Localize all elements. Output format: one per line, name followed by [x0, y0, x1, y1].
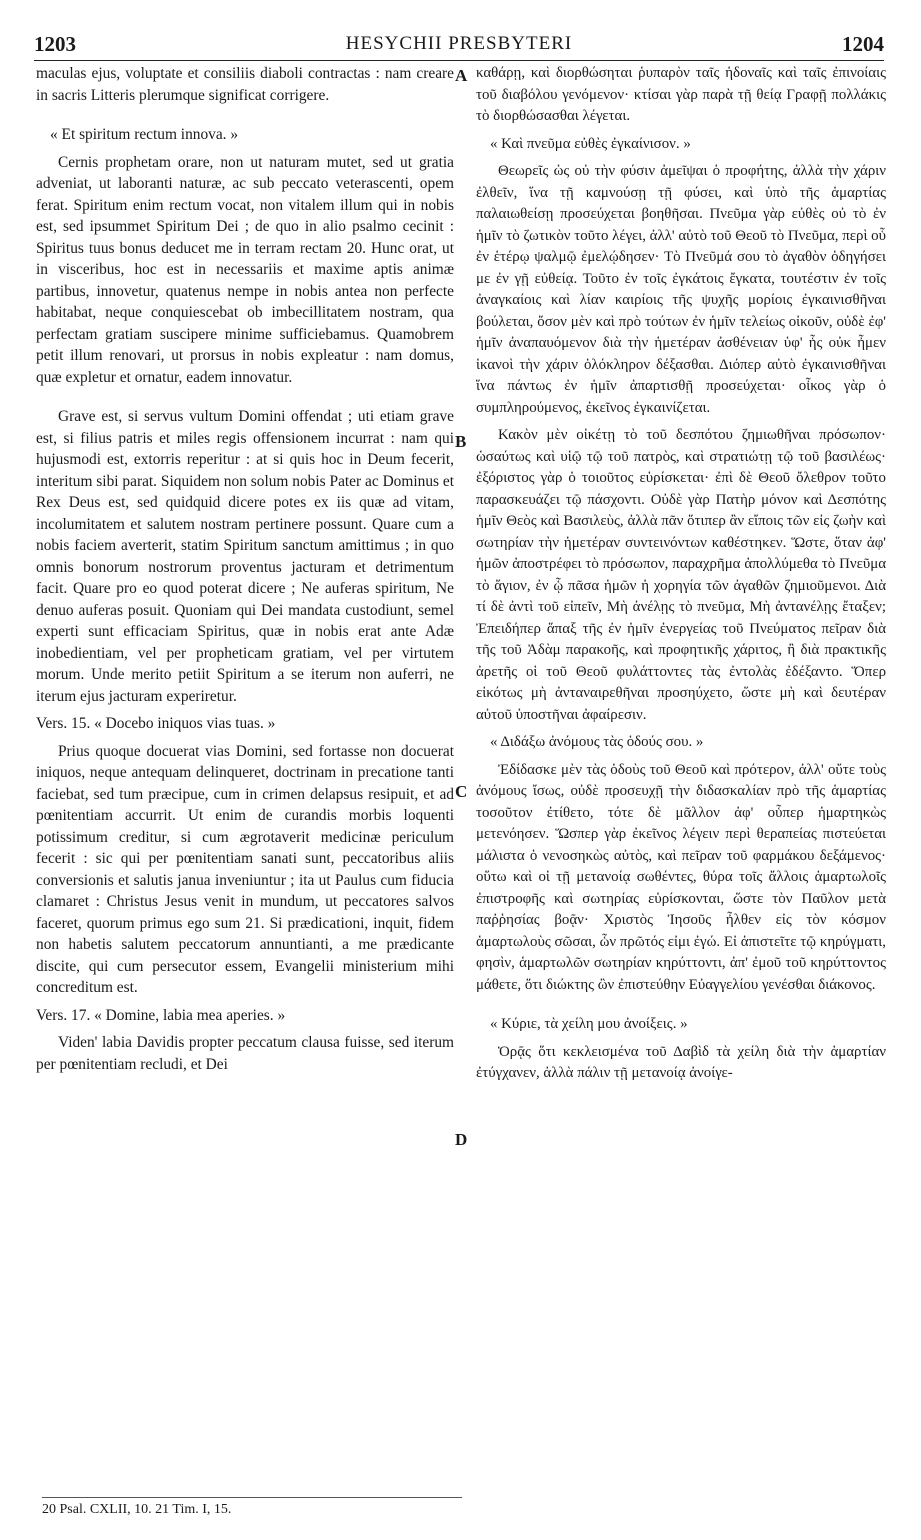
latin-column — [36, 63, 454, 1458]
latin-paragraph: Cernis prophetam orare, non ut naturam mutet, sed ut gratia adveniat, ut laboranti naturæ, ac sub peccato veterascenti, opem ferat. Spiritum enim rectum vocat, non vitalem illum qui in nobis est, sed ipsummet Spiritum Dei ; de quo in alio psalmo cecinit : Spiritus tuus bonus deducet me in terram rectam 20. Hunc orat, ut in visceribus, hoc est in necessariis et maxime aptis animæ partibus, innovetur, quatenus nempe in nobis antea non perfecte habitabat, neque conquiescebat ob imbecillitatem nostram, qua perfectam gratiam suscipere minime sufficiebamus. Quamobrem petit illum renovari, ut prorsus in nobis expleatur : nam domus, quæ expletur et ornatur, eadem innovatur. — [36, 153, 454, 386]
greek-lemma: « Κύριε, τὰ χείλη μου ἀνοίξεις. » — [490, 1016, 688, 1032]
latin-verse-heading: Vers. 17. « Domine, labia mea aperies. » — [36, 1006, 286, 1024]
margin-letter-c: C — [455, 782, 468, 801]
greek-lemma: « Διδάξω ἀνόμους τὰς ὁδούς σου. » — [490, 734, 704, 750]
greek-column — [476, 63, 886, 1458]
footnotes: 20 Psal. CXLII, 10. 21 Tim. I, 15. — [42, 1497, 462, 1518]
page-number-left: 1203 — [34, 32, 76, 56]
greek-paragraph: Ὁρᾷς ὅτι κεκλεισμένα τοῦ Δαβὶδ τὰ χείλη διὰ τὴν ἁμαρτίαν ἐτύγχανεν, ἀλλὰ πάλιν τῇ μετανοίᾳ ἀνοίγε- — [476, 1043, 886, 1081]
latin-paragraph: Prius quoque docuerat vias Domini, sed fortasse non docuerat iniquos, neque antequam delinqueret, doctrinam in precatione tanti faciebat, sed tum præcipue, cum in crimen delapsus resipuit, et ad pœnitentiam accurrit. Ut enim de curandis morbis loquenti potissimum creditur, si cum ægrotaverit medicinæ periculum fecerit : sic qui per pœnitentiam sanati sunt, peccatoribus aliis conversionis et salutis janua inveniuntur ; ita ut Paulus cum fiducia clamaret : Christus Jesus venit in mundum, ut peccatores salvos faceret, quorum primus ego sum 21. Si prædicationi, inquit, fidem non habetis salutem peccatorum annuntianti, a me prædicante discite, qui cum persecutor essem, Evangelii ministerium mihi concreditum est. — [36, 742, 454, 996]
latin-lemma: « Et spiritum rectum innova. » — [50, 126, 239, 143]
latin-paragraph: Viden' labia Davidis propter peccatum clausa fuisse, sed iterum per pœnitentiam recludi, et Dei — [36, 1034, 454, 1073]
page-header — [34, 32, 884, 61]
latin-paragraph: maculas ejus, voluptate et consiliis diaboli contractas : nam creare in sacris Litteris plerumque significat corrigere. — [36, 65, 454, 104]
greek-paragraph: Θεωρεῖς ὡς οὐ τὴν φύσιν ἀμεῖψαι ὁ προφήτης, ἀλλὰ τὴν χάριν ἐλθεῖν, ἵνα τῇ καμνούσῃ τῇ φύσει, καὶ ὑπὸ τῆς ἁμαρτίας παλαιωθείσῃ προσεύχεται βοηθῆσαι. Πνεῦμα γὰρ εὐθὲς οὐ τὸ ἐν ἡμῖν τὸ ζωτικὸν τοῦτο λέγει, ἀλλ' αὐτὸ τοῦ Θεοῦ τὸ Πνεῦμα, περὶ οὗ ἐν ἑτέρῳ ψαλμῷ ἐμελῴδησεν· Τὸ Πνεῦμά σου τὸ ἀγαθὸν ὁδηγήσει με ἐν γῇ εὐθείᾳ. Τοῦτο ἐν τοῖς ἐγκάτοις ἔγκατα, τουτέστιν ἐν τοῖς ἀναγκαίοις καὶ λίαν καιρίοις τῆς ψυχῆς μορίοις ἐγκαινισθῆναι βούλεται, ὅσον μὲν καὶ πρὸ τούτων ἐν ἡμῖν τελείως οἰκοῦν, οὐδὲ ἐφ' ἡμῖν ἀναπαυόμενον διὰ τὴν ἡμετέραν ἀσθένειαν ὑφ' ἧς οὐκ ἦμεν ἱκανοὶ τὴν χάριν ὁλόκληρον δέξασθαι. Διόπερ αὐτὸ ἐγκαινισθῆναι ἵνα πάντως ἐν ἡμῖν ἀπαρτισθῇ προσεύχεται· οἶκος γὰρ ὁ συμπληρούμενος, ἐκεῖνος ἐγκαινίζεται. — [476, 163, 886, 416]
greek-paragraph: Ἐδίδασκε μὲν τὰς ὁδοὺς τοῦ Θεοῦ καὶ πρότερον, ἀλλ' οὔτε τοὺς ἀνόμους ἴσως, οὐδὲ προσευχῇ τὴν διδασκαλίαν πρὸ τῆς ἁμαρτίας τοσοῦτον ἐτίθετο, τότε δὲ μᾶλλον ἀφ' οὗπερ ἡμαρτηκὼς μετενόησεν. Ὥσπερ γὰρ ἐκεῖνος λέγειν περὶ θεραπείας πιστεύεται μάλιστα ὁ νενοσηκὼς αὐτὸς, καὶ πεῖραν τοῦ φαρμάκου δεξάμενος· οὕτω καὶ οἱ τῇ μετανοίᾳ σωθέντες, θύρα τοῖς ἄλλοις ἁμαρτωλοῖς ἐπιστροφῆς καὶ σωτηρίας εὑρίσκονται, ὥστε τὸν Παῦλον μετὰ παῤῥησίας βοᾷν· Χριστὸς Ἰησοῦς ἦλθεν εἰς τὸν κόσμον ἁμαρτωλοὺς σῶσαι, ὧν πρῶτός εἰμι ἐγώ. Εἰ ἀπιστεῖτε τῷ κηρύγματι, φησὶν, ἁμαρτωλῶν σωτηρίαν κηρύττοντι, ἀπ' ἐμοῦ τοῦ κηρύττοντος μάθετε, ὅτι διώκτης ὢν ἐπιστεύθην Εὐαγγελίου γενέσθαι διάκονος. — [476, 761, 886, 993]
running-title: HESYCHII PRESBYTERI — [345, 33, 573, 54]
latin-paragraph: Grave est, si servus vultum Domini offendat ; uti etiam grave est, si filius patris et miles regis offensionem incurrat : nam qui hujusmodi est, extorris reperitur : at si quis hoc in Deum fecerit, interitum sibi parat. Siquidem non solum nobis Pater ac Dominus et Rex Deus est, sed quidquid dicere potes ex iis quæ ad vitam, incolumitatem et salutem nostram pertinere possunt. Quare cum a nobis faciem averterit, statim Spiritum sanctum amittimus ; in quo omnis bonorum nostrorum proventus jacturam et detrimentum facit. Quare pro eo quod poterat dicere ; Ne auferas spiritum, Ne denuo auferas posuit. Quoniam qui Dei mandata custodiunt, semel experti sunt efficaciam Spiritus, quæ in nobis erat ante Adæ inobedientiam, vel per propheticam gratiam, vel per virtutem morum. Unde merito petiit Spiritum a se iterum non auferri, ne iterum ejus jacturam experiretur. — [36, 408, 454, 705]
latin-verse-heading: Vers. 15. « Docebo iniquos vias tuas. » — [36, 715, 276, 732]
greek-lemma: « Καὶ πνεῦμα εὐθὲς ἐγκαίνισον. » — [490, 135, 691, 152]
margin-letter-b: B — [455, 432, 467, 451]
margin-letter-a: A — [455, 66, 468, 85]
page-number-right: 1204 — [842, 32, 884, 56]
greek-paragraph: Κακὸν μὲν οἰκέτῃ τὸ τοῦ δεσπότου ζημιωθῆναι πρόσωπον· ὡσαύτως καὶ υἱῷ τῷ τοῦ πατρὸς, καὶ στρατιώτῃ τῷ τοῦ βασιλέως· ἐξόριστος γὰρ ὁ τοιοῦτος εὑρίσκεται· ἐπὶ δὲ Θεοῦ ὄλεθρον τοῦτο παρασκευάζει τῷ πάσχοντι. Οὐδὲ γὰρ Πατὴρ μόνον καὶ Δεσπότης ἡμῖν Θεὸς καὶ Βασιλεὺς, ἀλλὰ πᾶν ὅτιπερ ἂν εἴποις τῶν εἰς ζωὴν καὶ σωτηρίαν τὴν ἡμετέραν συντεινόντων καθέστηκεν. Ὥστε, ὅταν ἀφ' ἡμῶν ἀποστρέφει τὸ πρόσωπον, παραχρῆμα ἀπολλύμεθα τὸ Πνεῦμα τὸ ἅγιον, ἐν ᾧ πᾶσα ἡμῶν ἡ χορηγία τῶν ἀγαθῶν ζημιοῦμενοι. Διὰ τί δὲ ἀντὶ τοῦ εἰπεῖν, Μὴ ἀνέλῃς τὸ πνεῦμα, Μὴ ἀντανέλῃς ἔταξεν; Ἐπειδήπερ ἅπαξ τῆς ἐν ἡμῖν ἐνεργείας τοῦ Πνεύματος πεῖραν διὰ τῆς τοῦ Ἀδὰμ παρακοῆς, καὶ προφητικῆς χάριτος, ἢ διὰ πρακτικῆς ἀρετῆς οἱ τοῦ Θεοῦ φυλάττοντες τὰς ἐντολὰς ἐδέξαντο. Ὅπερ εἰκότως μὴ ἀνταναιρεθῆναι προσηύχετο, ὥστε μὴ καὶ δευτέραν αὐτοῦ ὑποστῆναι ἀφαίρεσιν. — [476, 427, 886, 723]
margin-letter-d: D — [455, 1130, 468, 1149]
greek-paragraph: καθάρῃ, καὶ διορθώσηται ῥυπαρὸν ταῖς ἡδοναῖς καὶ ταῖς ἐπινοίαις τοῦ διαβόλου γενόμενον· κτίσαι γὰρ παρὰ τῇ θείᾳ Γραφῇ πολλάκις τὸ διορθώσασθαι λέγεται. — [476, 65, 886, 124]
